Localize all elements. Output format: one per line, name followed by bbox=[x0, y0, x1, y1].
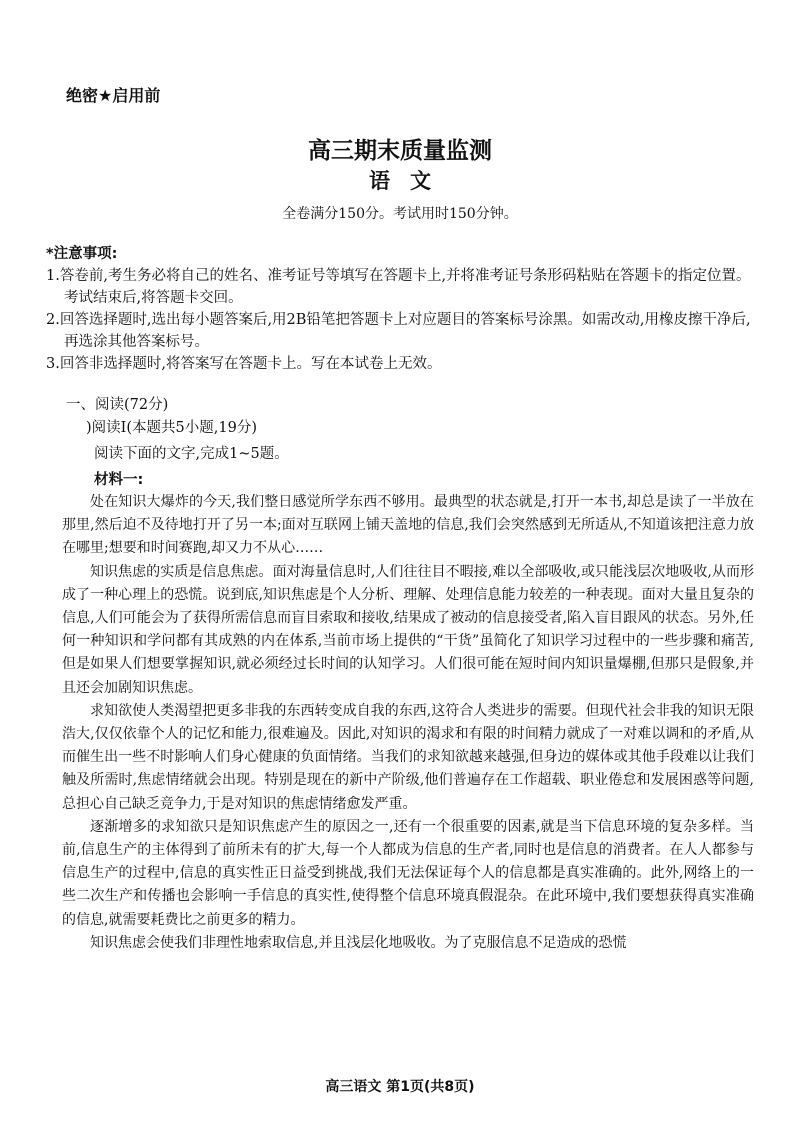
paragraph-1: 处在知识大爆炸的今天,我们整日感觉所学东西不够用。最典型的状态就是,打开一本书,却总是读了一半放在那里,然后迫不及待地打开了另一本;面对互联网上铺天盖地的信息,我们会突然感到无所适从,不知道该把注意力放在哪里;想要和时间赛跑,却又力不从心…… bbox=[62, 494, 754, 557]
paragraph-2: 知识焦虑的实质是信息焦虑。面对海量信息时,人们往往目不暇接,难以全部吸收,或只能浅层次地吸收,从而形成了一种心理上的恐慌。说到底,知识焦虑是个人分析、理解、处理信息能力较差的一种表现。面对大量且复杂的信息,人们可能会为了获得所需信息而盲目索取和接收,结果成了被动的信息接受者,陷入盲目跟风的状态。另外,任何一种知识和学问都有其成熟的内在体系,当前市场上提供的“干货”虽简化了知识学习过程中的一些步骤和痛苦,但是如果人们想要掌握知识,就必须经过长时间的认知学习。人们很可能在短时间内知识量爆棚,但那只是假象,并且还会加剧知识焦虑。 bbox=[62, 563, 754, 696]
material-text bbox=[62, 491, 754, 955]
subject-title: 语文 bbox=[369, 169, 451, 193]
section-heading: 一、阅读(72分) bbox=[66, 397, 169, 413]
exam-title: 高三期末质量监测 bbox=[308, 138, 492, 164]
exam-meta: 全卷满分150分。考试用时150分钟。 bbox=[282, 206, 518, 222]
note-item-1: 1.答卷前,考生务必将自己的姓名、准考证号等填写在答题卡上,并将准考证号条形码粘贴在答题卡的指定位置。考试结束后,将答题卡交回。 bbox=[46, 268, 751, 306]
secret-label: 绝密★启用前 bbox=[66, 86, 161, 105]
material-label: 材料一: bbox=[94, 472, 144, 488]
section-subheading: )阅读I(本题共5小题,19分) bbox=[86, 420, 257, 436]
note-item-2: 2.回答选择题时,选出每小题答案后,用2B铅笔把答题卡上对应题目的答案标号涂黑。如需改动,用橡皮擦干净后,再选涂其他答案标号。 bbox=[46, 312, 751, 350]
paragraph-4: 逐渐增多的求知欲只是知识焦虑产生的原因之一,还有一个很重要的因素,就是当下信息环境的复杂多样。当前,信息生产的主体得到了前所未有的扩大,每一个人都成为信息的生产者,同时也是信息的消费者。在人人都参与信息生产的过程中,信息的真实性正日益受到挑战,我们无法保证每个人的信息都是真实准确的。此外,网络上的一些二次生产和传播也会影响一手信息的真实性,使得整个信息环境真假混杂。在此环境中,我们要想获得真实准确的信息,就需要耗费比之前更多的精力。 bbox=[62, 818, 754, 928]
notes-block bbox=[46, 243, 761, 375]
page-footer: 高三语文 第1页(共8页) bbox=[325, 1079, 475, 1095]
paragraph-3: 求知欲使人类渴望把更多非我的东西转变成自我的东西,这符合人类进步的需要。但现代社会非我的知识无限浩大,仅仅依靠个人的记忆和能力,很难遍及。因此,对知识的渴求和有限的时间精力就成了一对难以调和的矛盾,从而催生出一些不时影响人们身心健康的负面情绪。当我们的求知欲越来越强,但身边的媒体或其他手段难以让我们触及所需时,焦虑情绪就会出现。特别是现在的新中产阶级,他们普遍存在工作超载、职业倦怠和发展困惑等问题,总担心自己缺乏竞争力,于是对知识的焦虑情绪愈发严重。 bbox=[62, 702, 754, 812]
note-item-3: 3.回答非选择题时,将答案写在答题卡上。写在本试卷上无效。 bbox=[46, 356, 442, 372]
paragraph-5: 知识焦虑会使我们非理性地索取信息,并且浅层化地吸收。为了克服信息不足造成的恐慌 bbox=[90, 934, 627, 951]
section-instruction: 阅读下面的文字,完成1~5题。 bbox=[94, 446, 289, 462]
notes-heading: *注意事项: bbox=[46, 246, 118, 262]
